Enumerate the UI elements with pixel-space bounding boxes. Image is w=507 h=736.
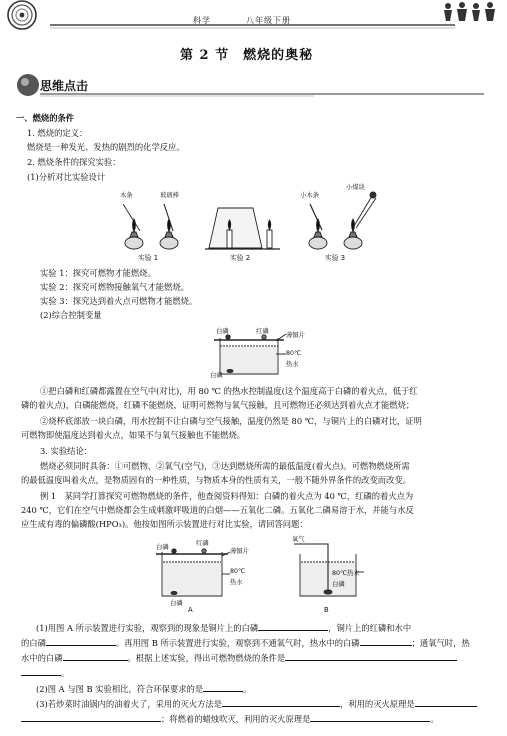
label-hot-water: 热水 — [286, 361, 299, 368]
q3b-text1: ；将燃着的蜡烛吹灭，利用的灭火原理是 — [161, 714, 311, 724]
answer-blank-7[interactable] — [203, 683, 243, 692]
caption-exp1: 实验 1 — [138, 254, 159, 262]
sub-heading-2: (2)综合控制变量 — [40, 310, 102, 320]
q3a-text2: ，利用的灭火原理是 — [340, 699, 415, 709]
definition-heading: 1. 燃烧的定义： — [27, 128, 88, 138]
label-a-hot-water: 热水 — [230, 579, 243, 586]
header-grade: 八年级下册 — [246, 16, 291, 25]
label-stick: 木条 — [120, 192, 133, 199]
answer-blank-2[interactable] — [46, 637, 116, 646]
answer-blank-8[interactable] — [222, 698, 340, 707]
section-banner — [14, 72, 494, 100]
para2-line1: ②烧杯底部放一块白磷，用水控制不让白磷与空气接触，温度仍然是 80 ℃，与铜片上的白磷对比，证明 — [40, 416, 422, 426]
answer-blank-1[interactable] — [258, 622, 328, 631]
conclusion-line1: 燃烧必须同时具备：①可燃物，②氧气(空气)，③达到燃烧所需的最低温度(着火点)。可燃物燃烧所需 — [40, 461, 410, 471]
q1a-text2: ，铜片上的红磷和水中 — [328, 623, 412, 633]
q1d-text1: 。 — [61, 668, 70, 678]
control-figure — [200, 322, 320, 380]
label-a-white-p-bottom: 白磷 — [170, 600, 183, 607]
label-coal: 小煤块 — [346, 184, 365, 191]
exp2-text: 实验 2：探究可燃物接触氧气才能燃烧。 — [40, 282, 189, 292]
exp3-text: 实验 3：探究达到着火点可燃物才能燃烧。 — [40, 296, 198, 306]
label-white-p: 白磷 — [216, 328, 229, 335]
q3a-text1: (3)若炒菜时油锅内的油着火了，采用的灭火方法是 — [36, 699, 222, 709]
question1-line3 — [21, 652, 491, 664]
label-small-stick: 小木条 — [300, 192, 319, 199]
banner-title: 思维点击 — [40, 79, 89, 93]
caption-b: B — [324, 606, 329, 614]
label-glass-rod: 玻璃棒 — [160, 192, 179, 199]
caption-exp3: 实验 3 — [325, 254, 346, 262]
question1-line2 — [21, 637, 491, 649]
q1b-text3: ；通氧气时，热 — [411, 638, 470, 648]
label-a-copper: 薄铜片 — [230, 548, 249, 555]
spiral-logo-icon — [4, 0, 44, 34]
label-a-red-p: 红磷 — [196, 540, 209, 547]
explore-heading: 2. 燃烧条件的探究实验： — [27, 157, 121, 167]
answer-blank-3[interactable] — [360, 637, 412, 646]
people-decoration-icon — [440, 1, 500, 27]
page-title: 第 2 节 燃烧的奥秘 — [180, 48, 314, 63]
q1a-text1: (1)用图 A 所示装置进行实验，观察到的现象是铜片上的白磷 — [36, 623, 259, 633]
conclusion-line2: 的最低温度叫着火点，是物质固有的一种性质，与物质本身的性质有关，一般不随外界条件的改变而改变。 — [21, 475, 411, 485]
q2-text1: (2)图 A 与图 B 实验相比，符合环保要求的是 — [36, 684, 204, 694]
answer-blank-4[interactable] — [63, 652, 128, 661]
q1b-text1: 的白磷 — [21, 638, 46, 648]
label-white-p-bottom: 白磷 — [210, 372, 223, 379]
definition-text: 燃烧是一种发光、发热的剧烈的化学反应。 — [27, 142, 185, 152]
q2-text2: 。 — [243, 684, 252, 694]
caption-a: A — [188, 606, 193, 614]
q3b-text2: 。 — [430, 714, 439, 724]
experiment-figure — [90, 186, 420, 264]
label-b-oxygen: 氧气 — [292, 536, 305, 543]
ab-figure — [150, 534, 380, 616]
answer-blank-11[interactable] — [310, 713, 430, 722]
para2-line2: 可燃物即使温度达到着火点，如果不与氧气接触也不能燃烧。 — [21, 430, 246, 440]
label-copper: 薄铜片 — [286, 332, 305, 339]
label-b-hot-water: 80℃热水 — [332, 570, 360, 577]
answer-blank-5[interactable] — [285, 652, 457, 661]
sub-heading-1: (1)分析对比实验设计 — [27, 172, 106, 182]
header-bar — [0, 0, 507, 36]
question2-line — [36, 683, 506, 695]
question1-line1 — [36, 622, 506, 634]
q1c-text2: 。根据上述实验，得出可燃物燃烧的条件是 — [127, 653, 286, 663]
header-subject: 科学 — [193, 16, 211, 25]
example-line2: 240 ℃，它们在空气中燃烧都会生成刺激呼吸道的白烟——五氧化二磷。五氧化二磷易溶于水，并能与水反 — [21, 505, 414, 515]
section-heading: 一、燃烧的条件 — [16, 113, 75, 123]
question1-line4 — [21, 667, 491, 679]
answer-blank-10[interactable] — [21, 713, 161, 722]
exp1-text: 实验 1：探究可燃物才能燃烧。 — [40, 268, 156, 278]
answer-blank-6[interactable] — [21, 667, 61, 676]
label-temp: 80℃ — [286, 350, 302, 357]
para1-line2: 磷的着火点)，白磷能燃烧，红磷不能燃烧，证明可燃物与氧气接触，且可燃物还必须达到着火点才能燃烧； — [21, 400, 415, 410]
label-red-p: 红磷 — [256, 328, 269, 335]
question3-line2 — [21, 713, 491, 725]
label-a-temp: 80℃ — [230, 568, 246, 575]
q1b-text2: 。再用图 B 所示装置进行实验，观察到不通氧气时，热水中的白磷 — [115, 638, 360, 648]
conclusion-heading: 3. 实验结论： — [40, 446, 93, 456]
caption-exp2: 实验 2 — [230, 254, 251, 262]
question3-line1 — [36, 698, 506, 710]
example-line1: 例 1 某同学打算探究可燃物燃烧的条件，他查阅资料得知：白磷的着火点为 40 ℃，红磷的着火点为 — [40, 491, 414, 501]
answer-blank-9[interactable] — [415, 698, 477, 707]
example-line3: 应生成有毒的偏磷酸(HPO₃)。他按如图所示装置进行对比实验，请回答问题： — [21, 519, 308, 529]
label-a-white-p: 白磷 — [156, 544, 169, 551]
para1-line1: ①把白磷和红磷都露置在空气中(对比)，用 80 ℃ 的热水控制温度(这个温度高于白磷的着火点，低于红 — [40, 386, 418, 396]
q1c-text1: 水中的白磷 — [21, 653, 63, 663]
label-b-white-p: 白磷 — [332, 581, 345, 588]
